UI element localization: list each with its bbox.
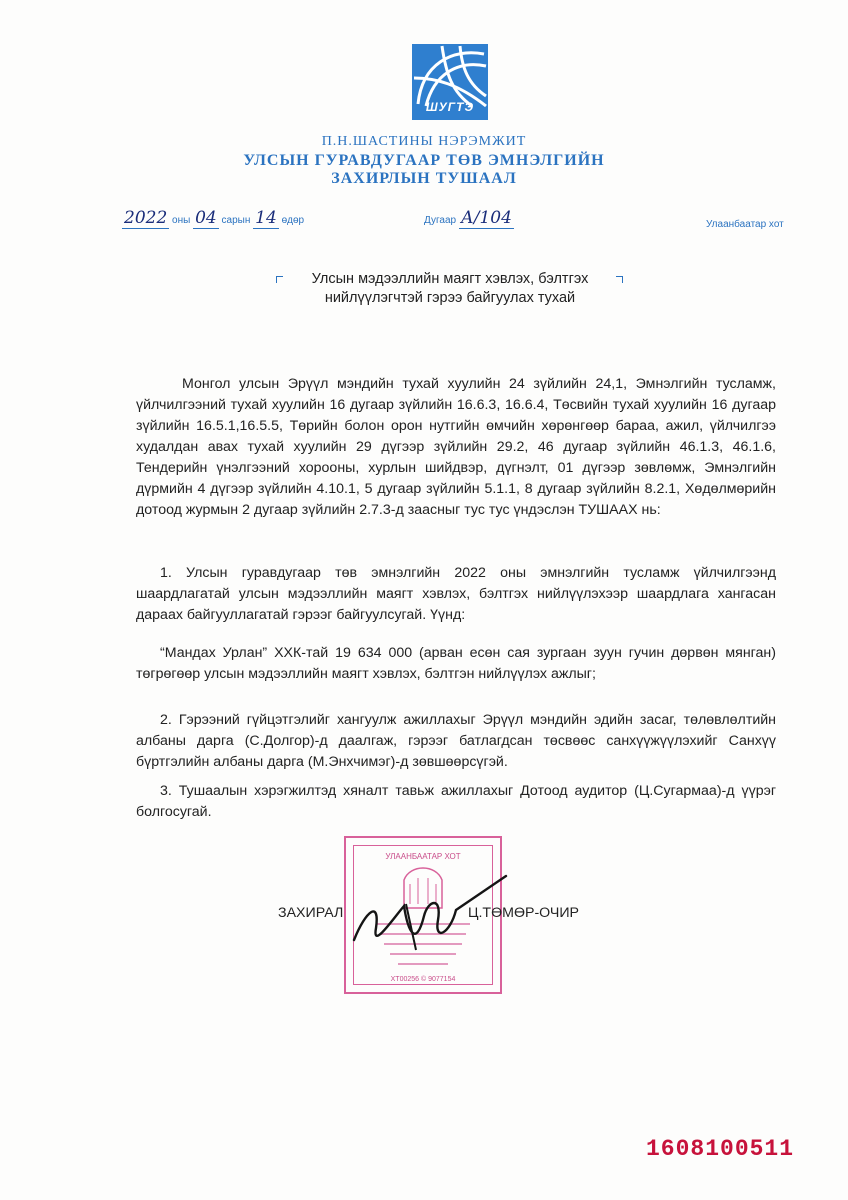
header-title-line2: ЗАХИРЛЫН ТУШААЛ (331, 170, 517, 187)
order-city: Улаанбаатар хот (706, 219, 784, 230)
date-year: 2022 (124, 208, 168, 228)
order-date (122, 208, 304, 228)
preamble-paragraph: Монгол улсын Эрүүл мэндийн тухай хуулийн 24 зүйлийн 24,1, Эмнэлгийн тусламж, үйлчилгээний тухай хуулийн 16 дугаар зүйлийн 16.6.3, 16.6.4, Төсвийн тухай хуулийн 16 дугаар зүйлийн 16.5.1,16.5.5, Төрийн болон орон нутгийн өмчийн хөрөнгөөр бараа, ажил, үйлчилгээ худалдан авах тухай хуулийн 29 дүгээр зүйлийн 29.2, 46 дугаар зүйлийн 46.1.3, 46.1.6, Тендерийн үнэлгээний хорооны, хурлын шийдвэр, дүгнэлт, 01 дүгээр зөвлөмж, Эмнэлгийн дүрмийн 4 дүгээр зүйлийн 4.10.1, 5 дугаар зүйлийн 5.1.1, 8 дугаар зүйлийн 8.2.1, Хөдөлмөрийн дотоод журмын 2 дугаар зүйлийн 2.7.3-д заасныг тус тус үндэслэн ТУШААХ нь: (136, 376, 776, 518)
signatory-title: ЗАХИРАЛ (278, 905, 344, 921)
stamp-top-text: УЛААНБААТАР ХОТ (385, 852, 461, 861)
signatory-name: Ц.ТӨМӨР-ОЧИР (468, 905, 580, 921)
order-item-2: 2. Гэрээний гүйцэтгэлийг хангуулж ажиллахыг Эрүүл мэндийн эдийн засаг, төлөвлөлтийн албаны дарга (С.Долгор)-д даалгаж, гэрээг батлагдсан төсвөөс санхүүжүүлэхийг Санхүү бүртгэлийн албаны дарга (М.Энхчимэг)-д зөвшөөрсүгэй. (136, 712, 776, 770)
subject-line2: нийлүүлэгчтэй гэрээ байгуулах тухай (324, 290, 576, 306)
hospital-logo (412, 44, 488, 120)
order-subject (290, 270, 610, 308)
date-year-label: оны (172, 215, 191, 226)
header-title (0, 152, 848, 188)
stamp-bottom-text: ХТ00256 © 9077154 (390, 976, 456, 983)
order-number (424, 208, 514, 228)
subject-bracket-right (616, 276, 623, 283)
document-serial-number: 1608100511 (646, 1136, 795, 1162)
contractor-clause: “Мандах Урлан” ХХК-тай 19 634 000 (арван есөн сая зургаан зуун гучин дөрвөн мянган) төгрөгөөр улсын мэдээллийн маягт хэвлэх, бэлтгэн нийлүүлэх ажлыг; (136, 645, 776, 682)
subject-line1: Улсын мэдээллийн маягт хэвлэх, бэлтгэх (311, 271, 589, 287)
order-number-value: А/104 (460, 208, 512, 228)
date-day: 14 (255, 208, 277, 228)
header-subtitle: П.Н.ШАСТИНЫ НЭРЭМЖИТ (321, 134, 527, 149)
date-month-label: сарын (221, 215, 251, 226)
order-item-1: 1. Улсын гуравдугаар төв эмнэлгийн 2022 оны эмнэлгийн тусламж үйлчилгээнд шаардлагатай улсын мэдээллийн маягт хэвлэх, бэлтгэх нийлүүлэхээр шаардлага хангасан дараах байгууллагатай гэрээг байгуулсугай. Үүнд: (136, 565, 776, 623)
order-item-3: 3. Тушаалын хэрэгжилтэд хяналт тавьж ажиллахыг Дотоод аудитор (Ц.Сугармаа)-д үүрэг болгосугай. (136, 783, 776, 820)
date-month: 04 (195, 208, 217, 228)
header-title-line1: УЛСЫН ГУРАВДУГААР ТӨВ ЭМНЭЛГИЙН (243, 152, 605, 169)
order-number-label: Дугаар (424, 215, 457, 226)
logo-label: ШУГТЭ (425, 100, 475, 114)
subject-bracket-left (276, 276, 283, 283)
date-day-label: өдөр (281, 215, 305, 226)
